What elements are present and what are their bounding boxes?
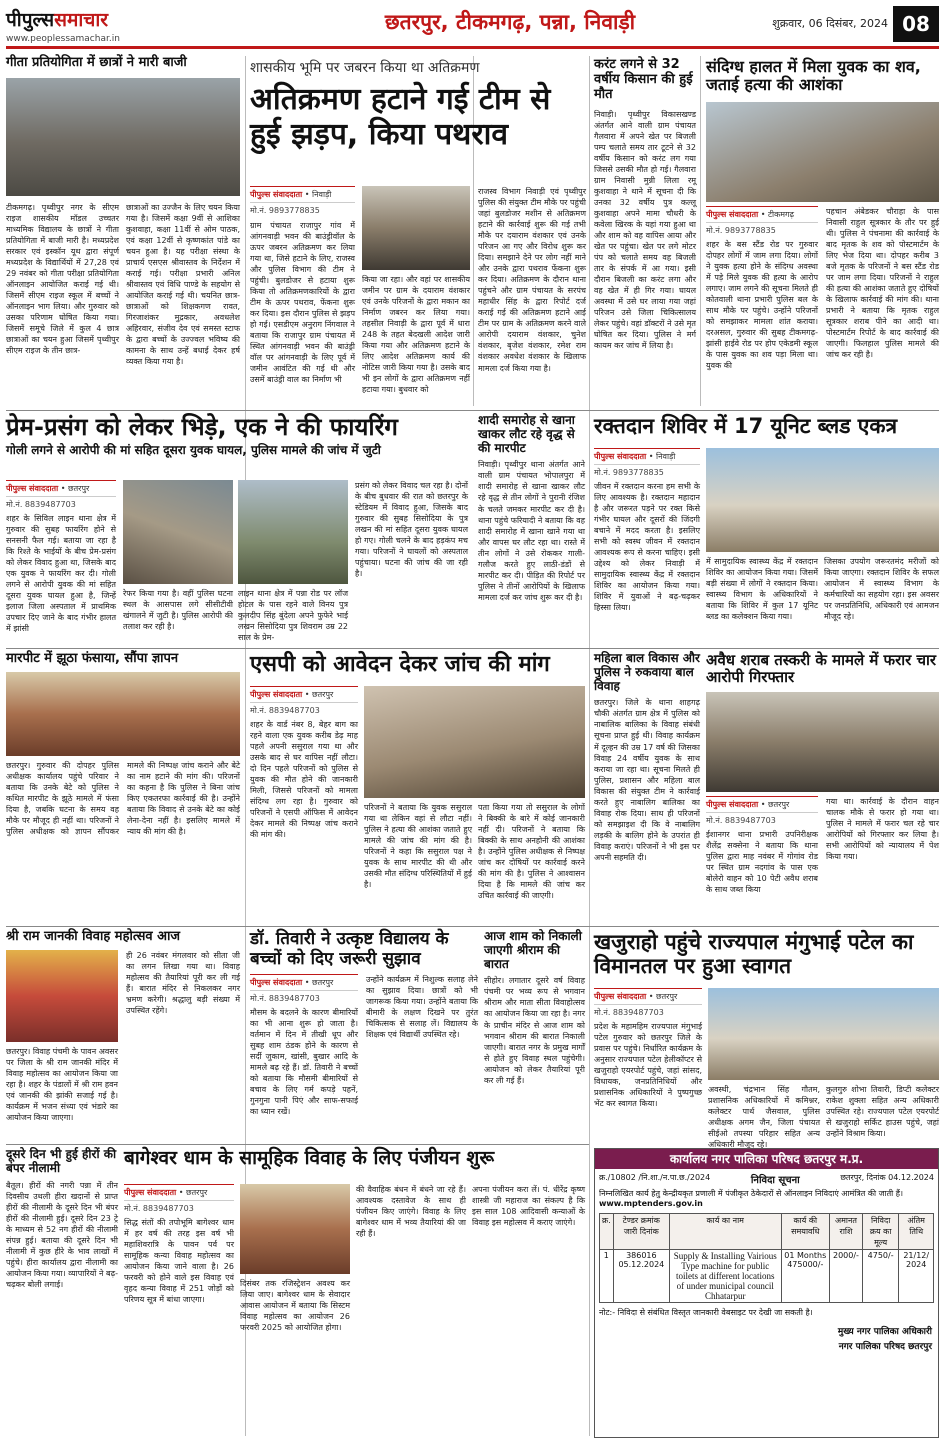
- body-text: छतरपुर। गुरुवार की दोपहर पुलिस अधीक्षक कार्यालय पहुंचे परिवार ने बताया कि उनके बेटे को पुलिस ने कथित मारपीट के झूठे मामले में फंसा दिया है, जबकि घटना के समय वह मौके पर मौजूद ही नहीं था। परिजनों ने पुलिस अधीक्षक को ज्ञापन सौंपकर मामले की निष्पक्ष जांच कराने और बेटे का नाम हटाने की मांग की। परिजनों का कहना है कि पुलिस ने बिना जांच किए एकतरफा कार्रवाई की है। उन्होंने बताया कि विवाद से उनके बेटे का कोई लेना-देना नहीं है। इसलिए मामले में न्याय की मांग की है।: [6, 761, 240, 837]
- mobile-number: मो.नं. 9893778835: [250, 206, 320, 215]
- byline: पीपुल्स संवाददाता • टीकमगढ़: [706, 206, 818, 223]
- mobile-number: मो.नं. 8839487703: [250, 994, 320, 1003]
- story-blood-donation: [594, 414, 939, 644]
- body-text: ईशानगर थाना प्रभारी उपनिरीक्षक शैलेंद्र सक्सेना ने बताया कि थाना पुलिस द्वारा माह नवंबर में गोगांव रोड पर स्थित ग्राम नदगांव के पास एक बोलेरो वाहन को 10 पेटी अवैध शराब के साथ जब्त किया: [706, 830, 818, 895]
- photo-accused: [706, 692, 939, 792]
- story-ram-janaki: [6, 930, 240, 1140]
- kicker: शासकीय भूमि पर जबरन किया था अतिक्रमण: [250, 60, 480, 76]
- headline[interactable]: खजुराहो पहुंचे राज्यपाल मंगुभाई पटेल का विमानतल पर हुआ स्वागत: [594, 930, 914, 979]
- photo-police: [238, 480, 348, 584]
- notice-signatory: मुख्य नगर पालिका अधिकारी: [837, 1326, 932, 1337]
- photo-temple: [6, 950, 118, 1042]
- body-text: उन्होंने कार्यक्रम में निशुल्क सलाह लेने का सुझाव दिया। छात्रों को भी जागरूक किया गया। उन्होंने बताया कि बीमारी के लक्षण दिखने पर तुरंत चिकित्सक से सलाह लें। विद्यालय के शिक्षक एवं विद्यार्थी उपस्थित रहे।: [366, 975, 478, 1040]
- body-text: लाइन थाना क्षेत्र में पन्ना रोड पर लॉज होटल के पास रहने वाले विनय पुत्र कुलदीप सिंह बुंदेला अपने फुफेरे भाई लखन सिसोदिया पुत्र शिवराम उम्र 22 साल के प्रेम-: [238, 589, 348, 643]
- edition-cities: छतरपुर, टीकमगढ़, पन्ना, निवाड़ी: [384, 10, 636, 34]
- body-text: छात्राओं का उज्जैन के लिए चयन किया गया है। जिसमें कक्षा 9वीं से आशिका कुशवाहा, कक्षा 11वीं से ओम पाठक, एवं कक्षा 12वीं से कृष्णकांत पांडे का चयन हुआ है। यह परीक्षा संस्था के प्राचार्य एसएस श्रीवास्तव के निर्देशन में कराई गई। परीक्षा प्रभारी अनिल श्रीवास्तव एवं विधि पाण्डे के सहयोग से आयोजित कराई गई थी। चयनित छात्र-छात्राओं को शिक्षकगण रावत, गिरजाशंकर मुद्रकार, अवधलेश अहिरवार, संजीव देव एवं समस्त स्टाफ के द्वारा बच्चों के उज्ज्वल भविष्य की कामना के साथ उन्हें बधाई देकर हर्ष व्यक्त किया गया है।: [126, 203, 240, 367]
- photo-donors: [706, 448, 939, 552]
- photo-sp-office: [364, 686, 585, 798]
- byline: पीपुल्स संवाददाता • छतरपुर: [250, 974, 358, 991]
- body-text: कुलगुरु शोभा तिवारी, डिप्टी कलेक्टर राकेश शुक्ला सहित अन्य अधिकारी उपस्थित रहे। राज्यपाल पटेल एयरपोर्ट से खजुराहो सर्किट हाउस पहुंचे, जहां उन्होंने विश्राम किया।: [826, 1085, 939, 1139]
- body-text: अपना पंजीयन करा लें। पं. धीरेंद्र कृष्ण शास्त्री जी महाराज का संकल्प है कि इस साल 108 आदिवासी कन्याओं के विवाह इस महोत्सव में कराए जाएंगे।: [472, 1185, 585, 1228]
- mobile-number: मो.नं. 9893778835: [594, 468, 664, 477]
- body-text: दिसंबर तक रजिस्ट्रेशन अवश्य कर लिया जाए। बागेश्वर धाम के सेवादार आवास आयोजन में बताया कि सिस्टम विवाह महोत्सव का आयोजन 26 फरवरी 2025 को आयोजित होगा।: [240, 1279, 350, 1333]
- headline[interactable]: गीता प्रतियोगिता में छात्रों ने मारी बाजी: [6, 55, 187, 70]
- photo-registration: [240, 1184, 350, 1274]
- table-header: निविदा क्रय का मूल्य: [862, 1213, 898, 1249]
- body-text: छतरपुर। जिले के थाना शाहगढ़ चौकी अंतर्गत ग्राम क्षेत्र में पुलिस को नाबालिक बालिका के विवाह संबंधी सूचना प्राप्त हुई थी। विवाह कार्यक्रम में दूल्हन की उम्र 17 वर्ष की जिसका विवाह 24 वर्षीय युवक के साथ कराया जा रहा था। सूचना मिलते ही पुलिस, प्रशासन और महिला बाल विकास की संयुक्त टीम ने कार्रवाई करते हुए नाबालिग बालिका का विवाह रोक दिया। साथ ही परिजनों को समझाइश दी कि वे नाबालिग लड़की के बालिग होने के उपरांत ही विवाह कराएं। परिजनों ने भी इस पर अपनी सहमति दी।: [594, 698, 700, 862]
- story-diamonds: [6, 1148, 118, 1438]
- notice-date: छतरपुर, दिनांक 04.12.2024: [840, 1173, 934, 1182]
- story-governor: [594, 930, 939, 1150]
- story-child-marriage: [594, 652, 700, 922]
- body-text: निवाड़ी। पृथ्वीपुर थाना अंतर्गत आने वाली ग्राम पंचायत भोपालपुरा में शादी समारोह से खाना खाकर लौट रहे वृद्ध से तीन लोगों ने पुरानी रंजिश के चलते जमकर मारपीट कर दी है। थाना पहुंचे फरियादी ने बताया कि वह शादी समारोह में खाना खाने गया था और वापस घर लौट रहा था। रास्ते में तीन लोगों ने उसे रोककर गाली-गलौज करते हुए लाठी-डंडों से मारपीट कर दी। पीड़ित की रिपोर्ट पर पुलिस ने तीनों आरोपियों के खिलाफ मामला दर्ज कर जांच शुरू कर दी है।: [478, 460, 585, 602]
- headline[interactable]: करंट लगने से 32 वर्षीय किसान की हुई मौत: [594, 57, 693, 102]
- body-text: प्रदेश के महामहिम राज्यपाल मंगुभाई पटेल गुरुवार को छतरपुर जिले के प्रवास पर पहुंचे। निर्धारित कार्यक्रम के अनुसार राज्यपाल पटेल हेलीकॉप्टर से खजुराहो एयरपोर्ट पहुंचे, जहां सांसद, विधायक, जनप्रतिनिधियों और प्रशासनिक अधिकारियों ने पुष्पगुच्छ भेंट कर स्वागत किया।: [594, 1022, 702, 1109]
- body-text: बैतूल। हीरों की नगरी पन्ना में तीन दिवसीय उथली हीरा खदानों से प्राप्त हीरों की नीलामी के दूसरे दिन भी बंपर हीरों की नीलामी हुई। दूसरे दिन 23 ट्रे के माध्यम से 52 नग हीरों की नीलामी संपन्न हुई। बताया की दूसरे दिन भी नीलामी में कुछ हीरे के भाव लाखों में पहुंचे। हीरा कार्यालय द्वारा नीलामी का आयोजन किया गया। व्यापारियों ने बढ़-चढ़कर बोली लगाई।: [6, 1180, 118, 1289]
- body-text: किया जा रहा। और वहां पर शासकीय जमीन पर ग्राम के दयाराम वंशकार एवं उनके परिजनों के द्वारा मकान का निर्माण जबरन कर लिया गया। तहसील निवाड़ी के द्वारा पूर्व में धारा 248 के तहत बेदखली आदेश जारी किया गया और अतिक्रमण हटाने के लिए आदेश अतिक्रमण कार्य की नोटिस जारी किया गया है। उसके बाद भी इन लोगों के द्वारा अतिक्रमण नहीं हटाया गया। बुधवार को: [362, 275, 470, 395]
- table-cell: 2000/-: [830, 1249, 863, 1302]
- body-text: ग्राम पंचायत राजापुर गांव में आंगनवाड़ी भवन की बाउंड्रीवॉल के ऊपर जबरन अतिक्रमण कर लिया गया था, जिसे हटाने के लिए, राजस्व और पुलिस विभाग की टीम ने पहुंची। बुलडोजर से हटाया शुरू किया तो अतिक्रमणकारियों के द्वारा टीम के ऊपर पथराव, फेंकना शुरू कर दिया। इस दौरान पुलिस से झड़प हो गई। एसडीएम अनुराग निंगवाल ने बताया कि राजापुर ग्राम पंचायत में स्थित आंगनवाड़ी भवन की बाउंड्री वॉल पर आंगनवाड़ी के लिए पूर्व में जमीन आवंटित की गई थी और उसमें बाउंड्री वाल का निर्माण भी: [250, 221, 355, 385]
- body-text: टीकमगढ़। पृथ्वीपुर नगर के सीएम राइज शासकीय मॉडल उच्चतर माध्यमिक विद्यालय के छात्रों ने गीता प्रतियोगिता में बाजी मारी है। मध्यप्रदेश सरकार एवं इस्कॉन यूथ द्वारा संपूर्ण मध्यप्रदेश के विद्यार्थियों में 27,28 एवं 29 नवंबर को गीता परीक्षा प्रतियोगिता ऑनलाइन आयोजित कराई गई थी। जिसमें सीएम राइज स्कूल में बच्चों ने ऑनलाइन भाग लिया। और गुरुवार को उसका परिणाम घोषित किया गया। जिसमें समूचे जिले में कुल 4 छात्र छात्राओं का चयन हुआ जिसमें पृथ्वीपुर सीएम राइज के तीन छात्र-: [6, 203, 119, 356]
- byline-name: पीपुल्स संवाददाता: [124, 1188, 177, 1197]
- story-liquor: [706, 652, 939, 922]
- photo-hospital: [123, 480, 233, 584]
- byline-place: छतरपुर: [68, 484, 90, 493]
- story-baraat: [484, 930, 585, 1140]
- tender-notice: [594, 1148, 939, 1438]
- mobile-number: मो.नं. 8839487703: [6, 500, 76, 509]
- headline[interactable]: रक्तदान शिविर में 17 यूनिट ब्लड एकत्र: [594, 414, 898, 438]
- body-text: मौसम के बदलने के कारण बीमारियों का भी आना शुरू हो जाता है। वर्तमान में दिन में तीखी धूप और सुबह शाम ठंडक होने के कारण से सर्दी जुकाम, खांसी, बुखार आदि के मामले बढ़ रहे हैं। डॉ. तिवारी ने बच्चों को बताया कि मौसमी बीमारियों से बचाव के लिए गर्म कपड़े पहनें, गुनगुना पानी पिएं और साफ-सफाई का ध्यान रखें।: [250, 1008, 358, 1117]
- body-text: की वैवाहिक बंधन में बंधने जा रहे हैं। आवश्यक दस्तावेज के साथ ही पंजीयन किए जाएंगे। विवाह के लिए बागेश्वर धाम में भव्य तैयारियां की जा रही हैं।: [356, 1185, 466, 1239]
- column-rule: [589, 56, 590, 1436]
- byline: पीपुल्स संवाददाता • छतरपुर: [250, 686, 358, 703]
- byline-place: छतरपुर: [312, 978, 334, 987]
- table-cell: 1: [600, 1249, 614, 1302]
- story-assault: [478, 414, 585, 644]
- body-text: पहचान अंबेडकर चौराहा के पास निवासी राहुल सूत्रकार के तौर पर हुई थी। पुलिस ने पंचनामा की कार्रवाई के बाद मृतक के शव को पोस्टमार्टम के लिए भेज दिया था। दोपहर करीब 3 बजे मृतक के परिजनों ने बस स्टैंड रोड पर जाम लगा दिया। परिजनों ने राहुल की हत्या की आशंका जताते हुए दोषियों के खिलाफ कार्रवाई की मांग की। थाना प्रभारी ने बताया कि मृतक राहुल सूत्रकार शराब पीने का आदी था। पोस्टमार्टम रिपोर्ट के बाद कार्रवाई की जाएगी। फिलहाल पुलिस मामले की जांच कर रही है।: [826, 207, 939, 360]
- byline: पीपुल्स संवाददाता • छतरपुर: [124, 1184, 234, 1201]
- section-rule: [6, 648, 939, 649]
- byline-name: पीपुल्स संवाददाता: [6, 484, 59, 493]
- headline[interactable]: प्रेम-प्रसंग को लेकर भिड़े, एक ने की फायरिंग: [6, 413, 398, 441]
- body-text: निवाड़ी। पृथ्वीपुर विकासखण्ड अंतर्गत आने वाली ग्राम पंचायत गैलवारा में अपने खेत पर बिजली पम्प चलाते समय तार टूटने से 32 वर्षीय किसान को करंट लग गया जिससे उसकी मौत हो गई। गैलवारा ग्राम निवासी मुन्नी लिला रमू कुशवाहा ने थाने में सूचना दी कि उनका 32 वर्षीय पुत्र कल्लू कुशवाहा अपने मामा चौधरी के कवेला खिरक के यहां गया हुआ था और शाम को वह वापिस आया और खेत पर पहुंचा। खेत पर लगे मोटर पंप को चलाते समय वह बिजली तार के संपर्क में आ गया। इसी दौरान बिजली का करंट लगा और वह खेत में ही गिर गया। घायल अवस्था में उसे घर लाया गया जहां परिजन उसे जिला चिकित्सालय लेकर पहुंचे। वहां डॉक्टरों ने उसे मृत घोषित कर दिया। पुलिस ने मर्ग कायम कर जांच में लिया है।: [594, 109, 696, 351]
- byline: पीपुल्स संवाददाता • निवाड़ी: [594, 448, 700, 465]
- byline-name: पीपुल्स संवाददाता: [706, 800, 759, 809]
- byline-place: टीकमगढ़: [768, 210, 795, 219]
- table-header: कार्य का नाम: [670, 1213, 782, 1249]
- headline[interactable]: अवैध शराब तस्करी के मामले में फरार चार आरोपी गिरफ्तार: [706, 651, 937, 687]
- mobile-number: मो.नं. 8839487703: [250, 706, 320, 715]
- body-text: जिसका उपयोग जरूरतमंद मरीजों को किया जाएगा। रक्तदान शिविर के सफल आयोजन में स्वास्थ्य विभाग के कर्मचारियों का सहयोग रहा। इस अवसर पर जनप्रतिनिधि, अधिकारी एवं आमजन मौजूद रहे।: [824, 557, 939, 622]
- table-header: कार्य की समयावधि: [781, 1213, 830, 1249]
- body-text: में सामुदायिक स्वास्थ्य केंद्र में रक्तदान शिविर का आयोजन किया गया। जिसमें बड़ी संख्या में लोगों ने रक्तदान किया। स्वास्थ्य विभाग के अधिकारियों ने बताया कि शिविर में कुल 17 यूनिट ब्लड का कलेक्शन किया गया।: [706, 557, 818, 622]
- table-header: अंतिम तिथि: [899, 1213, 934, 1249]
- table-cell: 01 Months 475000/-: [781, 1249, 830, 1302]
- column-rule: [700, 56, 701, 406]
- body-text: शहर के सिविल लाइन थाना क्षेत्र में गुरुवार की सुबह फायरिंग होने से सनसनी फैल गई। बताया जा रहा है कि रिश्ते के भाईयों के बीच प्रेम-प्रसंग को लेकर विवाद हुआ था, जिसके बाद एक युवक ने फायरिंग कर दी। गोली लगने से आरोपी युवक की मां सहित दूसरा युवक घायल हुआ है, जिन्हें इलाज जिला अस्पताल में प्राथमिक उपचार दिए जाने के बाद गंभीर हालत में झांसी: [6, 514, 116, 634]
- byline-place: निवाड़ी: [312, 190, 332, 199]
- body-text: परिजनों ने बताया कि युवक ससुराल गया था लेकिन वहां से लौटा नहीं। पुलिस ने हत्या की आशंका जताते हुए मामले की जांच की मांग की है। परिजनों ने कहा कि ससुराल पक्ष ने युवक के साथ मारपीट की थी और उसकी मौत संदिग्ध परिस्थितियों में हुई है।: [364, 803, 472, 890]
- body-text: सिद्ध संतों की तपोभूमि बागेश्वर धाम में हर वर्ष की तरह इस वर्ष भी महाशिवरात्रि के पावन पर्व पर सामूहिक कन्या विवाह महोत्सव का आयोजन किया जाने वाला है। 26 फरवरी को होने वाले इस विवाह एवं वृहद कन्या विवाह में 251 जोड़ों को परिणय सूत्र में बांधा जाएगा।: [124, 1218, 234, 1305]
- mobile-number: मो.नं. 8839487703: [706, 816, 776, 825]
- table-cell: 386016 05.12.2024: [613, 1249, 669, 1302]
- byline-name: पीपुल्स संवाददाता: [594, 992, 647, 1001]
- site-url[interactable]: www.peoplessamachar.in: [6, 34, 120, 44]
- section-rule: [6, 410, 939, 411]
- byline-place: छतरपुर: [186, 1188, 208, 1197]
- table-row: [600, 1249, 934, 1302]
- story-firing: [6, 414, 468, 644]
- body-text: अवस्थी, चंद्रभान सिंह गौतम, प्रशासनिक अधिकारियों में कमिश्नर, कलेक्टर पार्थ जैसवाल, पुलिस अधीक्षक अगम जैन, जिला पंचायत सीईओ तपस्या परिहार सहित अन्य अधिकारी मौजूद रहे।: [708, 1085, 820, 1150]
- headline[interactable]: अतिक्रमण हटाने गई टीम से हुई झड़प, किया पथराव: [250, 82, 551, 152]
- byline: पीपुल्स संवाददाता • छतरपुर: [594, 988, 702, 1005]
- headline[interactable]: दूसरे दिन भी हुई हीरों की बंपर नीलामी: [6, 1147, 117, 1175]
- table-header-row: [600, 1213, 934, 1249]
- headline[interactable]: शादी समारोह से खाना खाकर लौट रहे वृद्ध से की मारपीट: [478, 413, 575, 455]
- notice-site[interactable]: www.mptenders.gov.in: [599, 1199, 703, 1209]
- headline[interactable]: डॉ. तिवारी ने उत्कृष्ट विद्यालय के बच्चों को दिए जरूरी सुझाव: [250, 929, 449, 969]
- story-false-case: [6, 652, 240, 922]
- notice-title: कार्यालय नगर पालिका परिषद छतरपुर म.प्र.: [595, 1149, 938, 1169]
- edition-date: शुक्रवार, 06 दिसंबर, 2024: [772, 17, 888, 30]
- body-text: गया था। कार्रवाई के दौरान वाहन चालक मौके से फरार हो गया था। पुलिस ने मामले में फरार चल रहे चार आरोपियों को गिरफ्तार कर लिया है। सभी आरोपियों को न्यायालय में पेश किया गया।: [826, 797, 939, 862]
- section-rule: [6, 1144, 589, 1145]
- story-gita: [6, 56, 240, 406]
- byline: पीपुल्स संवाददाता • छतरपुर: [6, 480, 116, 497]
- notice-intro: निम्नलिखित कार्य हेतु केन्द्रीयकृत प्रणाली में पंजीकृत ठेकेदारों से ऑनलाइन निविदाएं आमंत्रित की जाती हैं।: [599, 1189, 904, 1198]
- table-cell: 21/12/ 2024: [899, 1249, 934, 1302]
- page-number: 08: [893, 6, 939, 42]
- headline[interactable]: महिला बाल विकास और पुलिस ने रुकवाया बाल विवाह: [594, 651, 700, 693]
- headline[interactable]: मारपीट में झूठा फंसाया, सौंपा ज्ञापन: [6, 651, 179, 666]
- story-dr-tiwari: [250, 930, 478, 1140]
- byline: पीपुल्स संवाददाता • निवाड़ी: [250, 186, 355, 203]
- body-text: ही 26 नवंबर मंगलवार को सीता जी का लगन लिखा गया था। विवाह महोत्सव की तैयारियां पूरी कर ली गई हैं। बारात मंदिर से निकलकर नगर भ्रमण करेगी। श्रद्धालु बड़ी संख्या में उपस्थित रहेंगे।: [126, 951, 240, 1016]
- byline-place: छतरपुर: [656, 992, 678, 1001]
- table-cell: 4750/-: [862, 1249, 898, 1302]
- byline-name: पीपुल्स संवाददाता: [250, 978, 303, 987]
- logo-samachar: समाचार: [54, 9, 109, 31]
- body-text: शहर के वार्ड नंबर 8, बेहर बाग का रहने वाला एक युवक करीब डेढ़ माह पहले अपनी ससुराल गया था और उसके बाद से घर वापिस नहीं लौटा। दो दिन पहले परिजनों को पुलिस से युवक की मौत होने की जानकारी मिली, जिससे परिजनों को मामला संदिग्ध लग रहा है। गुरुवार को परिजनों ने एसपी ऑफिस में आवेदन देकर मामले की निष्पक्ष जांच कराने की मांग की।: [250, 720, 358, 840]
- body-text: सीहोर। लगातार दूसरे वर्ष विवाह पंचमी पर भव्य रूप से भगवान श्रीराम और माता सीता विवाहोत्सव का आयोजन किया जा रहा है। नगर के प्राचीन मंदिर से आज शाम को भगवान श्रीराम की बारात निकाली जाएगी। बारात नगर के प्रमुख मार्गों से होते हुए विवाह स्थल पहुंचेगी। आयोजन को लेकर तैयारियां पूरी कर ली गई हैं।: [484, 976, 585, 1085]
- headline[interactable]: आज शाम को निकाली जाएगी श्रीराम की बारात: [484, 929, 582, 971]
- byline-name: पीपुल्स संवाददाता: [250, 690, 303, 699]
- mobile-number: मो.नं. 8839487703: [594, 1008, 664, 1017]
- byline-name: पीपुल्स संवाददाता: [594, 452, 647, 461]
- headline[interactable]: बागेश्वर धाम के सामूहिक विवाह के लिए पंजीयन शुरू: [124, 1147, 495, 1169]
- byline-place: छतरपुर: [768, 800, 790, 809]
- body-text: पता किया गया तो ससुराल के लोगों ने बिक्की के बारे में कोई जानकारी नहीं दी। परिजनों ने बताया कि बिक्की के साथ अनहोनी की आशंका है। उन्होंने पुलिस अधीक्षक से निष्पक्ष जांच कर दोषियों पर कार्रवाई करने की मांग की है। पुलिस ने आश्वासन दिया है कि मामले की जांच कर उचित कार्रवाई की जाएगी।: [478, 803, 585, 901]
- photo-bulldozer: [362, 186, 470, 270]
- section-rule: [6, 926, 939, 927]
- table-header: अमानत राशि: [830, 1213, 863, 1249]
- notice-heading: निविदा सूचना: [750, 1175, 800, 1186]
- headline[interactable]: संदिग्ध हालत में मिला युवक का शव, जताई हत्या की आशंका: [706, 57, 921, 95]
- body-text: छतरपुर। विवाह पंचमी के पावन अवसर पर जिला के श्री राम जानकी मंदिर में विवाह महोत्सव का आयोजन किया जा रहा है। शहर के पंडालों में श्री राम हवन एवं जानकी की झांकी सजाई गई है। कार्यक्रम में भजन संध्या एवं भंडारे का आयोजन किया जाएगा।: [6, 1047, 118, 1123]
- story-sp-application: [250, 652, 585, 922]
- table-header: क्र.: [600, 1213, 614, 1249]
- table-cell: Supply & Installing Vairious Type machine for public toilets at different locations of under municipal council Chhatarpur: [670, 1249, 782, 1302]
- masthead-rule: [6, 46, 939, 49]
- story-atikraman-col1: [250, 186, 355, 406]
- logo-peoples: पीपुल्स: [6, 9, 55, 31]
- story-current: [594, 58, 696, 406]
- notice-signatory-office: नगर पालिका परिषद छतरपुर: [838, 1341, 932, 1352]
- masthead-logo[interactable]: [6, 6, 206, 44]
- headline[interactable]: एसपी को आवेदन देकर जांच की मांग: [250, 652, 550, 677]
- photo-family: [6, 672, 240, 756]
- byline-name: पीपुल्स संवाददाता: [250, 190, 303, 199]
- photo-students: [6, 78, 240, 196]
- body-text: रेफर किया गया है। वहीं पुलिस घटना स्थल के आसपास लगे सीसीटीवी खंगालने में जुटी है। पुलिस आरोपी की तलाश कर रही है।: [123, 589, 233, 632]
- body-text: शहर के बस स्टैंड रोड पर गुरुवार दोपहर लोगों में जाम लगा दिया। लोगों ने युवक हत्या होने के संदिग्ध अवस्था में पड़े मिले युवक की हत्या के आरोप लगाए। जाम लगने की सूचना मिलते ही कोतवाली थाना प्रभारी पुलिस बल के साथ मौके पर पहुंचे। उन्होंने परिजनों को समझाकर मामला शांत कराया। दरअसल, गुरुवार की सुबह टीकमगढ़-झांसी हाईवे रोड पर होप एकेडमी स्कूल के पास युवक का शव पड़ा मिला था। युवक की: [706, 240, 818, 371]
- notice-table: [599, 1213, 934, 1303]
- body-text: राजस्व विभाग निवाड़ी एवं पृथ्वीपुर पुलिस की संयुक्त टीम मौके पर पहुंची जहां बुलडोजर मशीन से अतिक्रमण हटाने की कार्रवाई शुरू की गई तभी मौके पर दयाराम वंशकार एवं उनके परिजन आ गए और विरोध शुरू कर दिया। समझाने देने पर लोग नहीं माने और उनके द्वारा पथराव फेंकना शुरू कर दिया। अतिक्रमण के दौरान थाना पहुंचने और ग्राम पंचायत के सरपंच महाधीर सिंह के द्वारा रिपोर्ट दर्ज कराई गई की अतिक्रमण हटाने आई टीम पर ग्राम के अतिक्रमण करने वाले आरोपी दयाराम वंशकार, चुनेश वंशकार, बृजेश वंशकार, रमेश राम वंशकार अवधेश वंशकार के खिलाफ मामला दर्ज किया गया है।: [478, 187, 586, 373]
- table-header: टेण्डर क्रमांक जारी दिनांक: [613, 1213, 669, 1249]
- subheadline: गोली लगने से आरोपी की मां सहित दूसरा युवक घायल, पुलिस मामले की जांच में जुटी: [6, 442, 381, 457]
- story-bageshwar: [124, 1148, 585, 1438]
- photo-airport: [708, 988, 939, 1080]
- story-body-found: [706, 58, 939, 406]
- notice-ref: क्र./10802 /नि.शा./न.पा.छ./2024: [599, 1173, 711, 1182]
- byline-place: छतरपुर: [312, 690, 334, 699]
- byline-place: निवाड़ी: [656, 452, 676, 461]
- mobile-number: मो.नं. 8839487703: [124, 1204, 194, 1213]
- headline[interactable]: श्री राम जानकी विवाह महोत्सव आज: [6, 929, 181, 944]
- photo-crowd: [706, 102, 939, 202]
- byline: पीपुल्स संवाददाता • छतरपुर: [706, 796, 818, 813]
- body-text: प्रसंग को लेकर विवाद चल रहा है। दोनों के बीच बुधवार की रात को छतरपुर के स्टेडियम में विवाद हुआ, जिसके बाद गुरुवार की सुबह सिसोदिया के पुत्र लखन की मां सहित दूसरा युवक घायल हो गए। गोली चलने के बाद हड़कंप मच गया। परिजनों ने घायलों को अस्पताल पहुंचाया। घटना की जांच की जा रही है।: [355, 481, 468, 579]
- notice-note: नोट:- निविदा से संबंधित विस्तृत जानकारी वेबसाइट पर देखी जा सकती है।: [599, 1307, 813, 1317]
- byline-name: पीपुल्स संवाददाता: [706, 210, 759, 219]
- body-text: जीवन में रक्तदान करना हम सभी के लिए आवश्यक है। रक्तदान महादान है और जरूरत पड़ने पर रक्त किसे गंभीर घायल और दूसरों की जिंदगी बचाने में मदद करता है। इसलिए सभी को स्वस्थ जीवन में रक्तदान आवश्यक रूप से करना चाहिए। इसी उद्देश्य को लेकर निवाड़ी में सामुदायिक स्वास्थ्य केंद्र में रक्तदान शिविर का आयोजन किया गया। शिविर में युवाओं ने बढ़-चढ़कर हिस्सा लिया।: [594, 482, 700, 613]
- mobile-number: मो.नं. 9893778835: [706, 226, 776, 235]
